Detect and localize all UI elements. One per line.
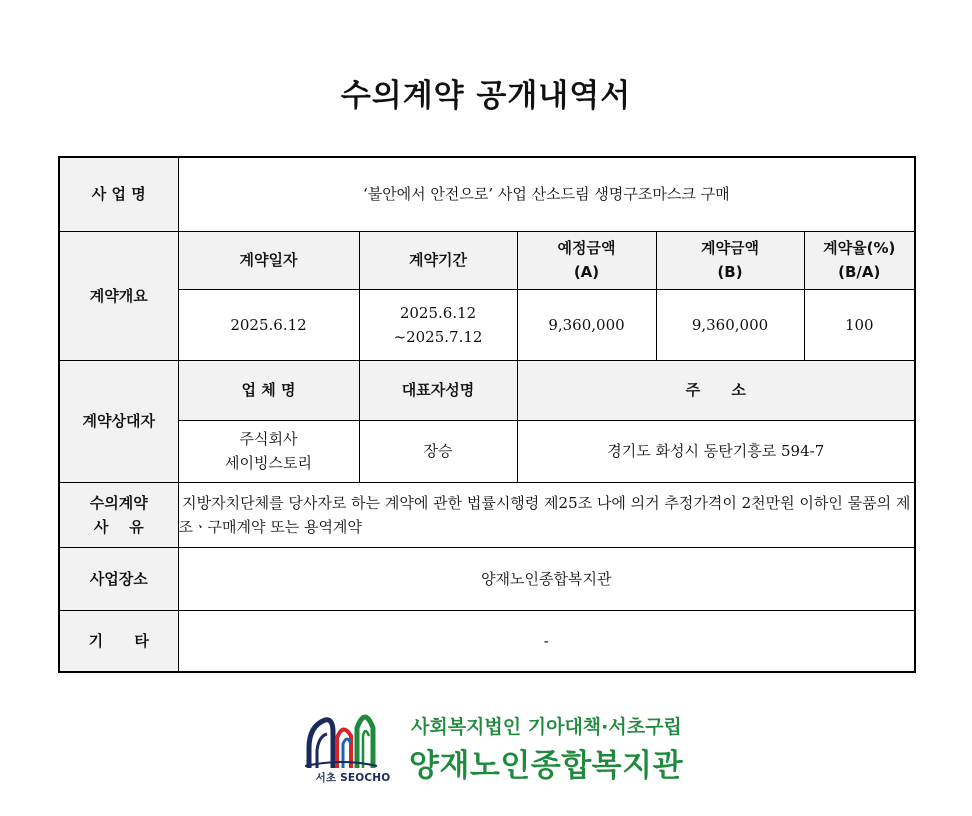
estimated-amount-header [517, 231, 656, 289]
company-line2: 세이빙스토리 [225, 454, 312, 472]
reason-label [59, 482, 178, 547]
document-title: 수의계약 공개내역서 [340, 78, 632, 114]
overview-label: 계약개요 [59, 231, 178, 360]
contract-amount-header [656, 231, 804, 289]
contract-amount-header-sub: (B) [717, 263, 743, 281]
counterparty-label: 계약상대자 [59, 360, 178, 482]
contract-rate-header-sub: (B/A) [838, 263, 881, 281]
disclosure-table [58, 156, 916, 673]
contract-period-end: ~2025.7.12 [393, 327, 483, 346]
counterparty-value-row [59, 420, 915, 482]
contract-amount-header-text: 계약금액 [701, 239, 759, 257]
project-value: ‘불안에서 안전으로’ 사업 산소드림 생명구조마스크 구매 [178, 157, 915, 231]
counterparty-header-row [59, 360, 915, 420]
contract-date-header: 계약일자 [178, 231, 359, 289]
etc-label: 기 타 [59, 610, 178, 672]
seocho-logo-text: 서초 SEOCHO [315, 772, 391, 784]
representative-value: 장승 [359, 420, 517, 482]
contract-period-value [359, 289, 517, 360]
overview-value-row [59, 289, 915, 360]
place-value: 양재노인종합복지관 [178, 547, 915, 610]
contract-date-value: 2025.6.12 [178, 289, 359, 360]
company-header: 업 체 명 [178, 360, 359, 420]
etc-row [59, 610, 915, 672]
reason-text: 지방자치단체를 당사자로 하는 계약에 관한 법률시행령 제25조 나에 의거 추정가격이 2천만원 이하인 물품의 제조ㆍ구매계약 또는 용역계약 [178, 482, 915, 547]
estimated-amount-value: 9,360,000 [517, 289, 656, 360]
reason-label-line2: 사 유 [93, 517, 144, 536]
representative-header: 대표자성명 [359, 360, 517, 420]
reason-row [59, 482, 915, 547]
contract-period-start: 2025.6.12 [399, 303, 477, 322]
contract-amount-value: 9,360,000 [656, 289, 804, 360]
organization-logo [303, 708, 684, 788]
organization-subtitle: 사회복지법인 기아대책·서초구립 [411, 716, 682, 738]
reason-label-line1: 수의계약 [89, 493, 148, 512]
organization-name: 양재노인종합복지관 [409, 748, 684, 784]
project-row [59, 157, 915, 231]
estimated-amount-header-text: 예정금액 [557, 239, 616, 257]
etc-value: - [178, 610, 915, 672]
contract-rate-header-text: 계약율(%) [823, 239, 896, 257]
place-label: 사업장소 [59, 547, 178, 610]
project-label: 사 업 명 [59, 157, 178, 231]
address-value: 경기도 화성시 동탄기흥로 594-7 [517, 420, 915, 482]
contract-period-header: 계약기간 [359, 231, 517, 289]
contract-rate-header [804, 231, 915, 289]
estimated-amount-header-sub: (A) [573, 263, 600, 281]
place-row [59, 547, 915, 610]
company-value [178, 420, 359, 482]
address-header: 주 소 [517, 360, 915, 420]
overview-header-row [59, 231, 915, 289]
company-line1: 주식회사 [239, 430, 298, 448]
contract-rate-value: 100 [804, 289, 915, 360]
